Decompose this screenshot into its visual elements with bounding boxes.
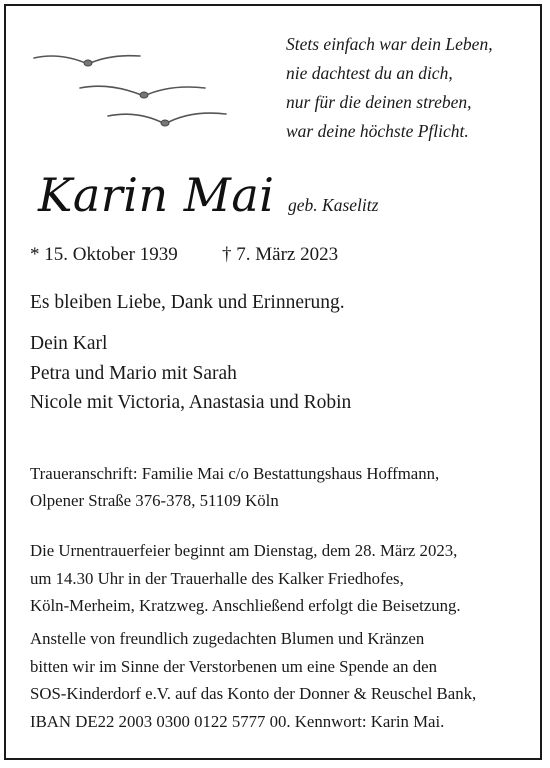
mourner: Petra und Mario mit Sarah [30,362,237,384]
mourner: Dein Karl [30,333,108,354]
mourners-list [30,329,351,418]
poem-line: Stets einfach war dein Leben, [286,34,493,54]
bird-icon [108,113,226,126]
address-line: Olpener Straße 376-378, 51109 Köln [30,491,279,510]
poem-line: war deine höchste Pflicht. [286,121,469,141]
ceremony-line: Köln-Merheim, Kratzweg. Anschließend erfolgt die Beisetzung. [30,596,461,615]
poem-line: nur für die deinen streben, [286,92,472,112]
bird-icon [34,56,140,66]
deceased-name: Karin Mai [38,168,275,222]
poem-line: nie dachtest du an dich, [286,63,453,83]
donation-line: SOS-Kinderdorf e.V. auf das Konto der Donner & Reuschel Bank, [30,684,477,703]
ceremony-info [30,537,461,620]
mourner: Nicole mit Victoria, Anastasia und Robin [30,392,352,413]
poem [286,30,536,146]
death-date: † 7. März 2023 [222,244,339,265]
ceremony-line: um 14.30 Uhr in der Trauerhalle des Kalker Friedhofes, [30,568,404,588]
donation-info [30,625,476,735]
donation-line: Anstelle von freundlich zugedachten Blumen und Kränzen [30,629,425,648]
motto: Es bleiben Liebe, Dank und Erinnerung. [30,292,345,313]
address-line: Traueranschrift: Familie Mai c/o Bestattungshaus Hoffmann, [30,464,440,483]
mourning-address [30,460,439,514]
life-dates [30,244,339,266]
flying-birds-icon [30,48,260,138]
maiden-name: geb. Kaselitz [288,195,379,215]
birth-date: * 15. Oktober 1939 [30,244,178,265]
ceremony-line: Die Urnentrauerfeier beginnt am Dienstag, dem 28. März 2023, [30,541,458,560]
donation-line: IBAN DE22 2003 0300 0122 5777 00. Kennwort: Karin Mai. [30,711,445,731]
donation-line: bitten wir im Sinne der Verstorbenen um eine Spende an den [30,656,438,676]
bird-icon [80,86,205,98]
